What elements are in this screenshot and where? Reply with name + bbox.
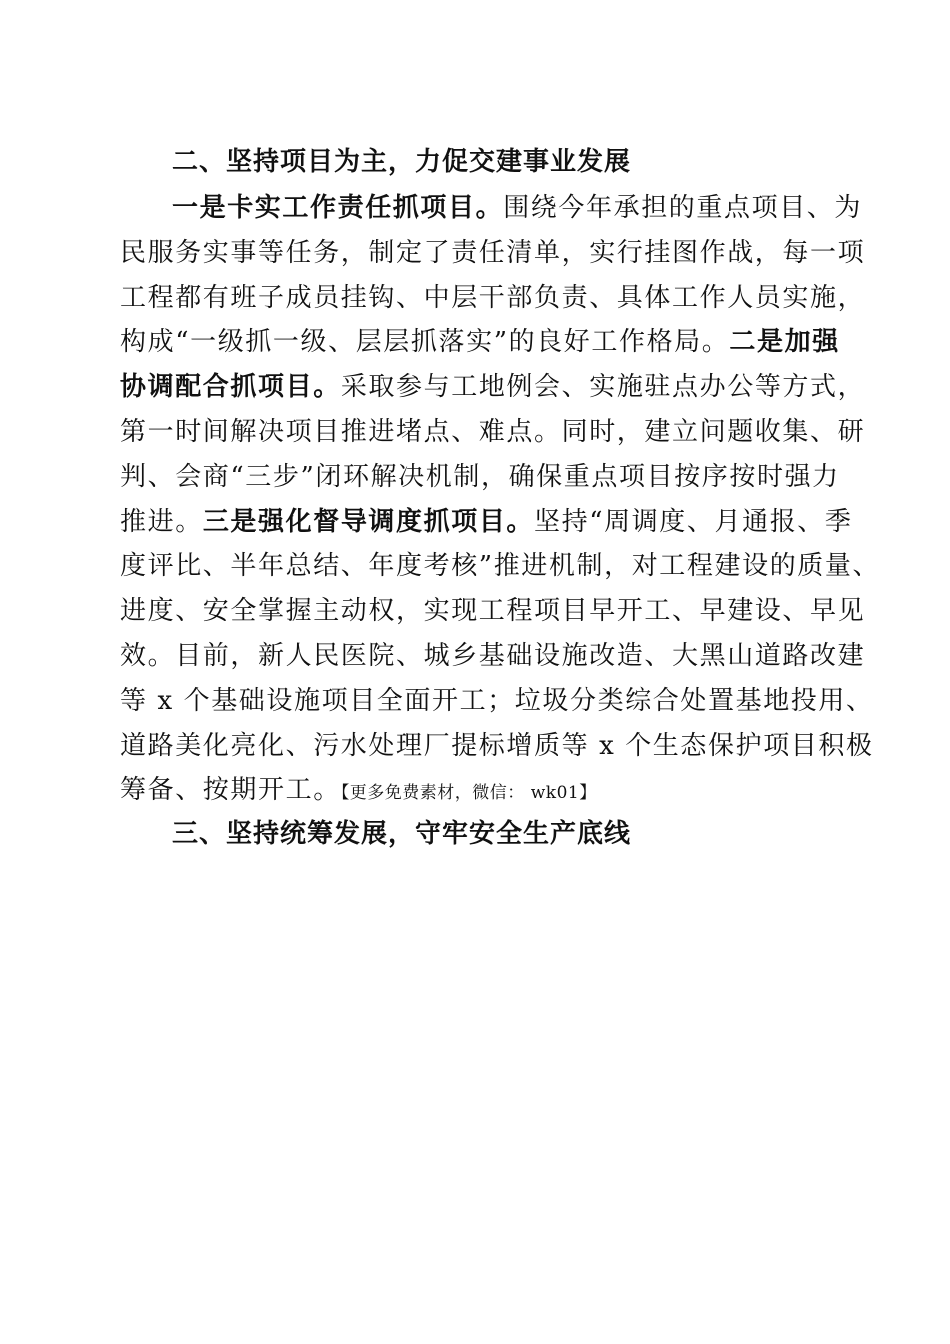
line-text: 采取参与工地例会、实施驻点办公等方式，	[340, 372, 866, 403]
line-text: 坚持“周调度、月通报、季	[534, 506, 853, 537]
key-point-three: 三是强化督导调度抓项目。	[202, 506, 535, 537]
line-text: 围绕今年承担的重点项目、为	[503, 193, 863, 223]
paragraph-line	[120, 768, 835, 813]
paragraph-line: 判、会商“三步”闭环解决机制，确保重点项目按序按时强力	[120, 461, 840, 492]
paragraph-line: 进度、安全掌握主动权，实现工程项目早开工、早建设、早见	[120, 596, 866, 627]
paragraph-line	[120, 320, 840, 365]
paragraph-line: 道路美化亮化、污水处理厂提标增质等 x 个生态保护项目积极	[120, 730, 874, 761]
section-three-heading: 三、坚持统筹发展，守牢安全生产底线	[172, 819, 632, 849]
key-point-one: 一是卡实工作责任抓项目。	[172, 193, 504, 223]
paragraph-line: 度评比、半年总结、年度考核”推进机制，对工程建设的质量、	[120, 551, 881, 582]
line-text: 筹备、按期开工。	[120, 775, 341, 806]
paragraph-line	[120, 500, 853, 545]
section-two-heading: 二、坚持项目为主，力促交建事业发展	[172, 147, 632, 177]
line-text: 构成“一级抓一级、层层抓落实”的良好工作格局。	[120, 327, 730, 358]
paragraph-line: 民服务实事等任务，制定了责任清单，实行挂图作战，每一项	[120, 237, 866, 268]
line-text: 推进。	[120, 506, 203, 537]
paragraph-line: 工程都有班子成员挂钩、中层干部负责、具体工作人员实施，	[120, 282, 866, 313]
paragraph-line: 等 x 个基础设施项目全面开工；垃圾分类综合处置基地投用、	[120, 685, 874, 716]
paragraph-line	[120, 365, 866, 410]
paragraph-line	[120, 186, 863, 231]
body-paragraph	[120, 186, 881, 813]
paragraph-line: 第一时间解决项目推进堵点、难点。同时，建立问题收集、研	[120, 416, 866, 447]
key-point-two-start: 二是加强	[729, 327, 840, 358]
paragraph-line: 效。目前，新人民医院、城乡基础设施改造、大黑山道路改建	[120, 640, 866, 671]
promo-note: 【更多免费素材，微信： wk01】	[340, 783, 597, 804]
key-point-two-end: 协调配合抓项目。	[120, 372, 341, 403]
